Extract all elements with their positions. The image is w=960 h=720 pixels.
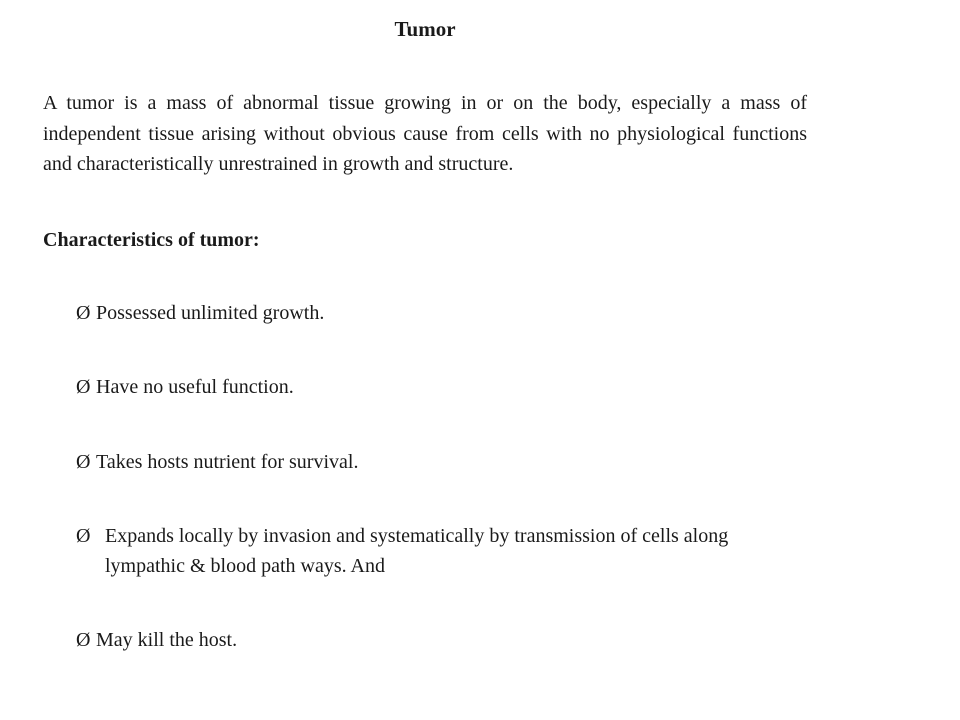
bullet-marker-icon: Ø [76, 451, 91, 473]
bullet-marker-icon: Ø [76, 525, 91, 547]
list-item-text: Possessed unlimited growth. [96, 302, 325, 324]
list-item [76, 447, 808, 477]
list-item-continuation: lympathic & blood path ways. And [105, 555, 385, 577]
list-item-text: Have no useful function. [96, 376, 294, 398]
list-item-text: May kill the host. [96, 629, 238, 651]
list-item [76, 625, 808, 655]
page-title: Tumor [394, 17, 456, 41]
list-item-text: Takes hosts nutrient for survival. [96, 451, 359, 473]
list-item-text: Expands locally by invasion and systematically by transmission of cells along [105, 525, 729, 547]
list-item [76, 521, 808, 581]
bullet-marker-icon: Ø [76, 376, 91, 398]
list-item [76, 298, 808, 328]
list-item [76, 372, 808, 402]
bullet-marker-icon: Ø [76, 629, 91, 651]
section-heading: Characteristics of tumor: [43, 229, 260, 251]
intro-paragraph: A tumor is a mass of abnormal tissue growing in or on the body, especially a mass of independent tissue arising without obvious cause from cells with no physiological functions and characteristically unrestrained in growth and structure. [43, 92, 807, 175]
bullet-marker-icon: Ø [76, 302, 91, 324]
